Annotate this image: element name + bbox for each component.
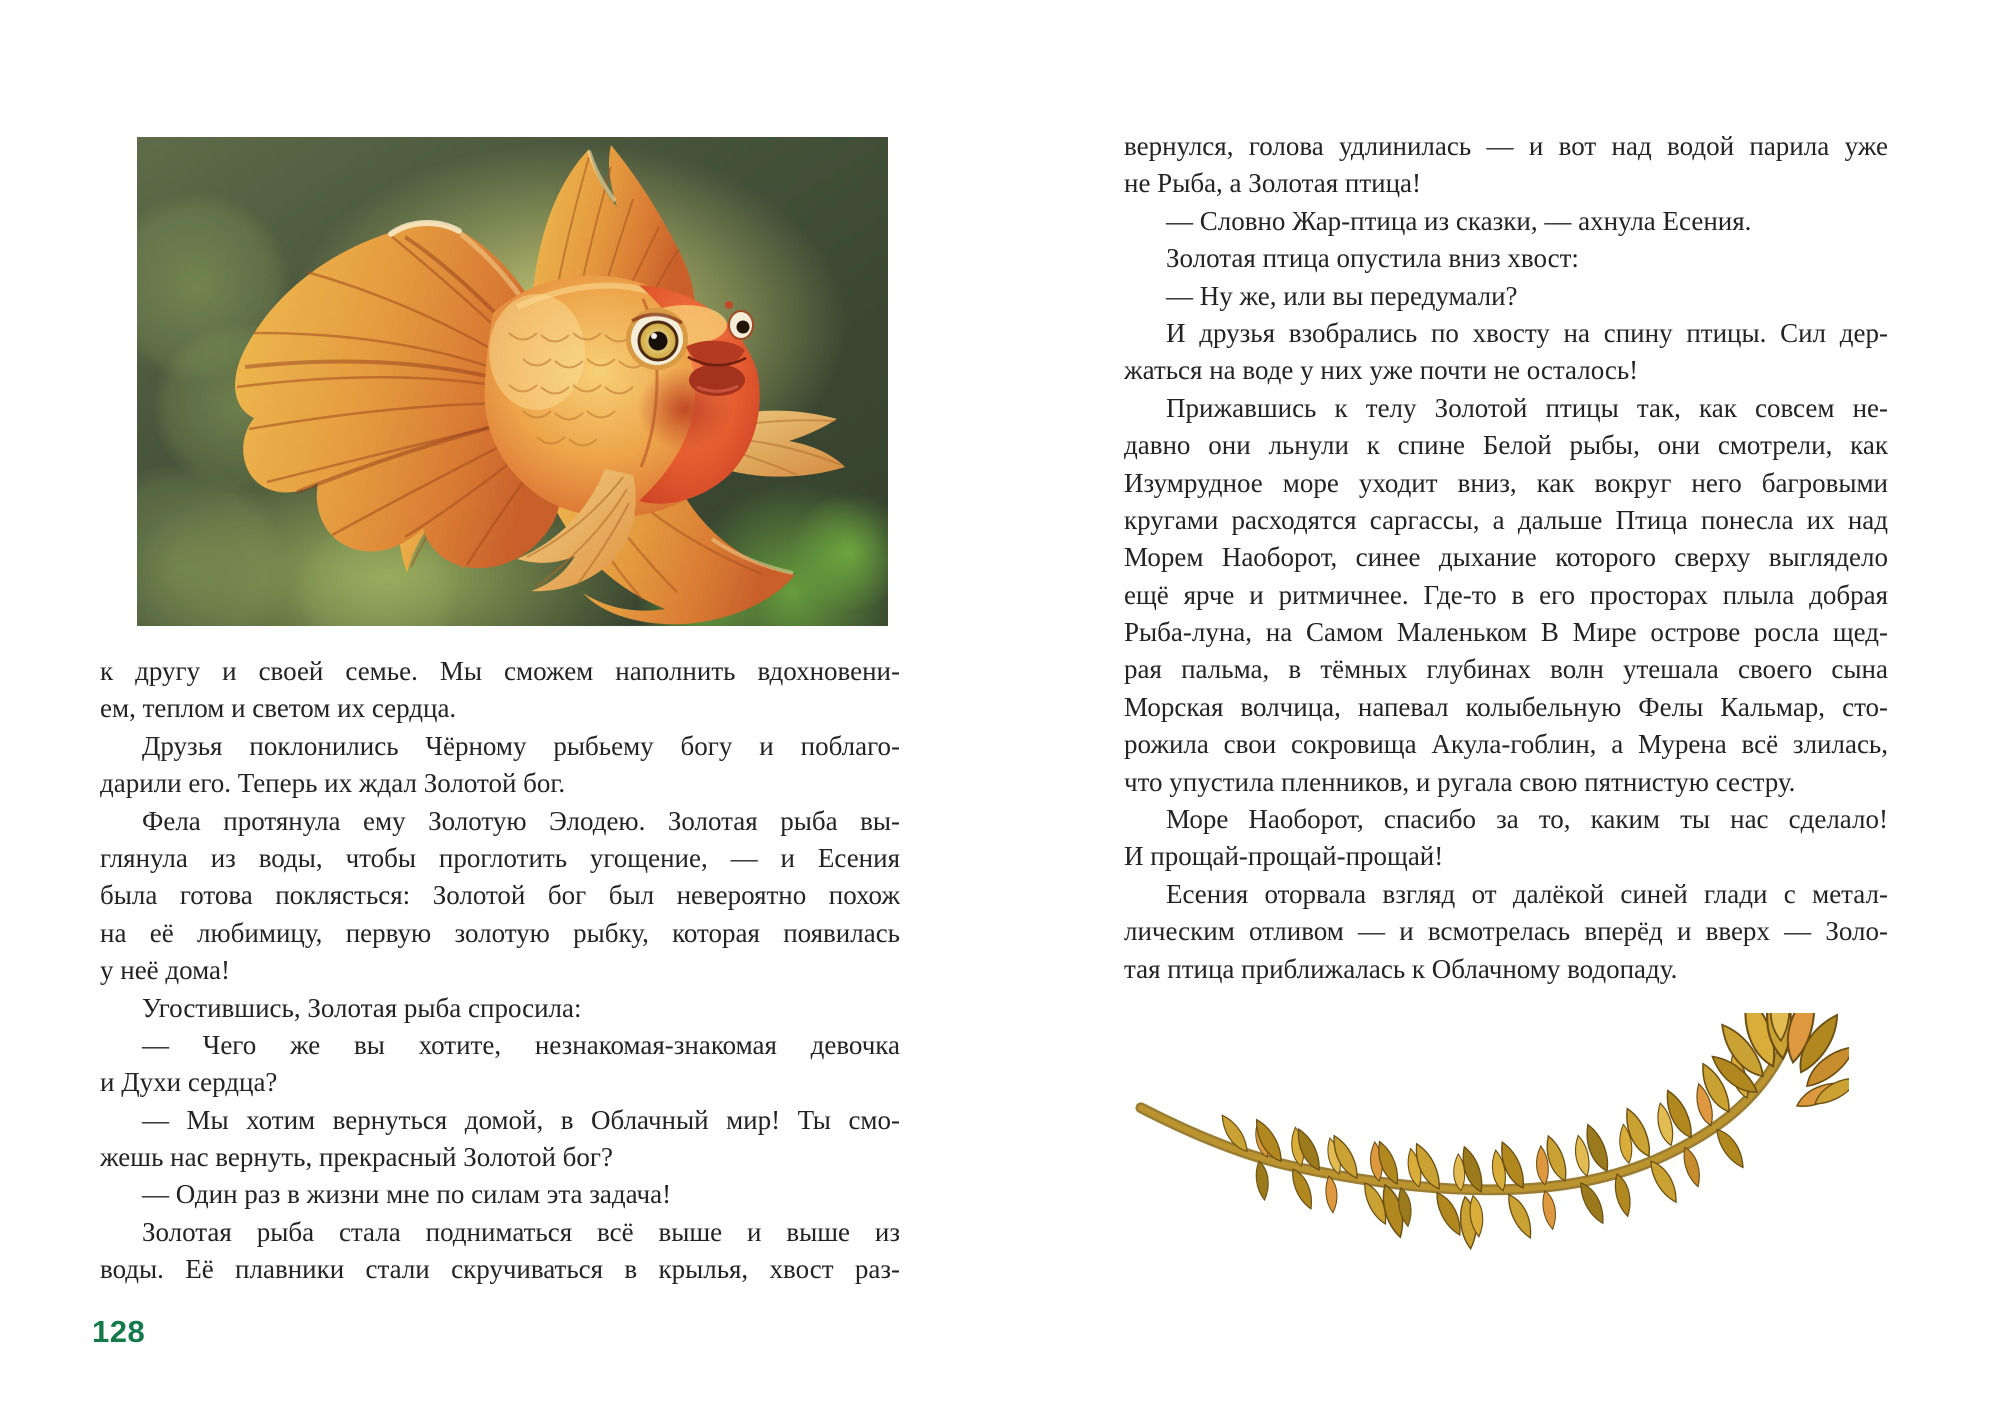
left-page-text xyxy=(100,653,900,1289)
text-line: ем, теплом и светом их сердца. xyxy=(100,693,457,724)
text-line: Друзья поклонились Чёрному рыбьему богу и поблаго- xyxy=(142,730,900,761)
text-line: рая пальма, в тёмных глубинах волн утешала своего сына xyxy=(1124,654,1888,685)
text-line: воды. Её плавники стали скручиваться в крылья, хвост раз- xyxy=(100,1254,900,1285)
text-line: Прижавшись к телу Золотой птицы так, как совсем не- xyxy=(1166,392,1888,423)
text-line: Изумрудное море уходит вниз, как вокруг него багровыми xyxy=(1124,467,1888,498)
text-line: Золотая птица опустила вниз хвост: xyxy=(1166,243,1579,274)
golden-elodea-illustration xyxy=(1135,1013,1849,1258)
text-line: Угостившись, Золотая рыба спросила: xyxy=(142,992,582,1023)
text-line: рожила свои сокровища Акула-гоблин, а Мурена всё злилась, xyxy=(1124,729,1888,760)
fish-far-eye xyxy=(729,311,753,339)
text-line: вернулся, голова удлинилась — и вот над водой парила уже xyxy=(1124,131,1888,161)
text-line: Золотая рыба стала подниматься всё выше и выше из xyxy=(142,1216,900,1247)
text-line: Море Наоборот, спасибо за то, каким ты нас сделало! xyxy=(1166,804,1888,835)
text-line: тая птица приближалась к Облачному водопаду. xyxy=(1124,953,1678,984)
elodea-leaves xyxy=(1215,1013,1849,1250)
text-line: была готова поклясться: Золотой бог был невероятно похож xyxy=(100,880,900,911)
text-line: жешь нас вернуть, прекрасный Золотой бог? xyxy=(100,1142,613,1173)
text-line: и Духи сердца? xyxy=(100,1067,278,1098)
text-line: к другу и своей семье. Мы сможем наполнить вдохновени- xyxy=(100,656,900,686)
text-line: Есения оторвала взгляд от далёкой синей глади с метал- xyxy=(1166,878,1888,909)
text-line: — Чего же вы хотите, незнакомая-знакомая девочка xyxy=(142,1029,900,1060)
text-line: кругами расходятся саргассы, а дальше Птица понесла их над xyxy=(1124,504,1888,535)
text-line: ещё ярче и ритмичнее. Где-то в его просторах плыла добрая xyxy=(1124,579,1888,610)
text-line: давно они льнули к спине Белой рыбы, они смотрели, как xyxy=(1124,430,1888,461)
page-number: 128 xyxy=(92,1314,146,1349)
fish-eye xyxy=(626,308,688,370)
text-line: Морская волчица, напевал колыбельную Фелы Кальмар, сто- xyxy=(1124,691,1888,722)
text-line: Морем Наоборот, синее дыхание которого сверху выглядело xyxy=(1124,542,1888,573)
text-line: — Один раз в жизни мне по силам эта задача! xyxy=(142,1179,672,1210)
right-page-text xyxy=(1124,128,1888,988)
text-line: дарили его. Теперь их ждал Золотой бог. xyxy=(100,768,566,799)
text-line: не Рыба, а Золотая птица! xyxy=(1124,168,1421,199)
text-line: — Словно Жар-птица из сказки, — ахнула Есения. xyxy=(1166,205,1752,236)
text-line: глянула из воды, чтобы проглотить угощение, — и Есения xyxy=(100,842,900,873)
text-line: — Мы хотим вернуться домой, в Облачный мир! Ты смо- xyxy=(142,1104,900,1135)
text-line: И прощай-прощай-прощай! xyxy=(1124,841,1444,872)
text-line: И друзья взобрались по хвосту на спину птицы. Сил дер- xyxy=(1166,317,1888,348)
text-line: Рыба-луна, на Самом Маленьком В Мире острове росла щед- xyxy=(1124,617,1888,648)
text-line: Фела протянула ему Золотую Элодею. Золотая рыба вы- xyxy=(142,805,900,836)
text-line: жаться на воде у них уже почти не осталось! xyxy=(1124,355,1639,386)
goldfish-art xyxy=(137,137,888,626)
text-line: — Ну же, или вы передумали? xyxy=(1166,280,1518,311)
text-line: что упустила пленников, и ругала свою пятнистую сестру. xyxy=(1124,766,1796,797)
text-line: у неё дома! xyxy=(100,955,231,986)
elodea-art xyxy=(1135,1013,1849,1258)
goldfish-illustration xyxy=(137,137,888,626)
text-line: лическим отливом — и всмотрелась вперёд и вверх — Золо- xyxy=(1124,916,1888,947)
text-line: на её любимицу, первую золотую рыбку, которая появилась xyxy=(100,917,900,948)
